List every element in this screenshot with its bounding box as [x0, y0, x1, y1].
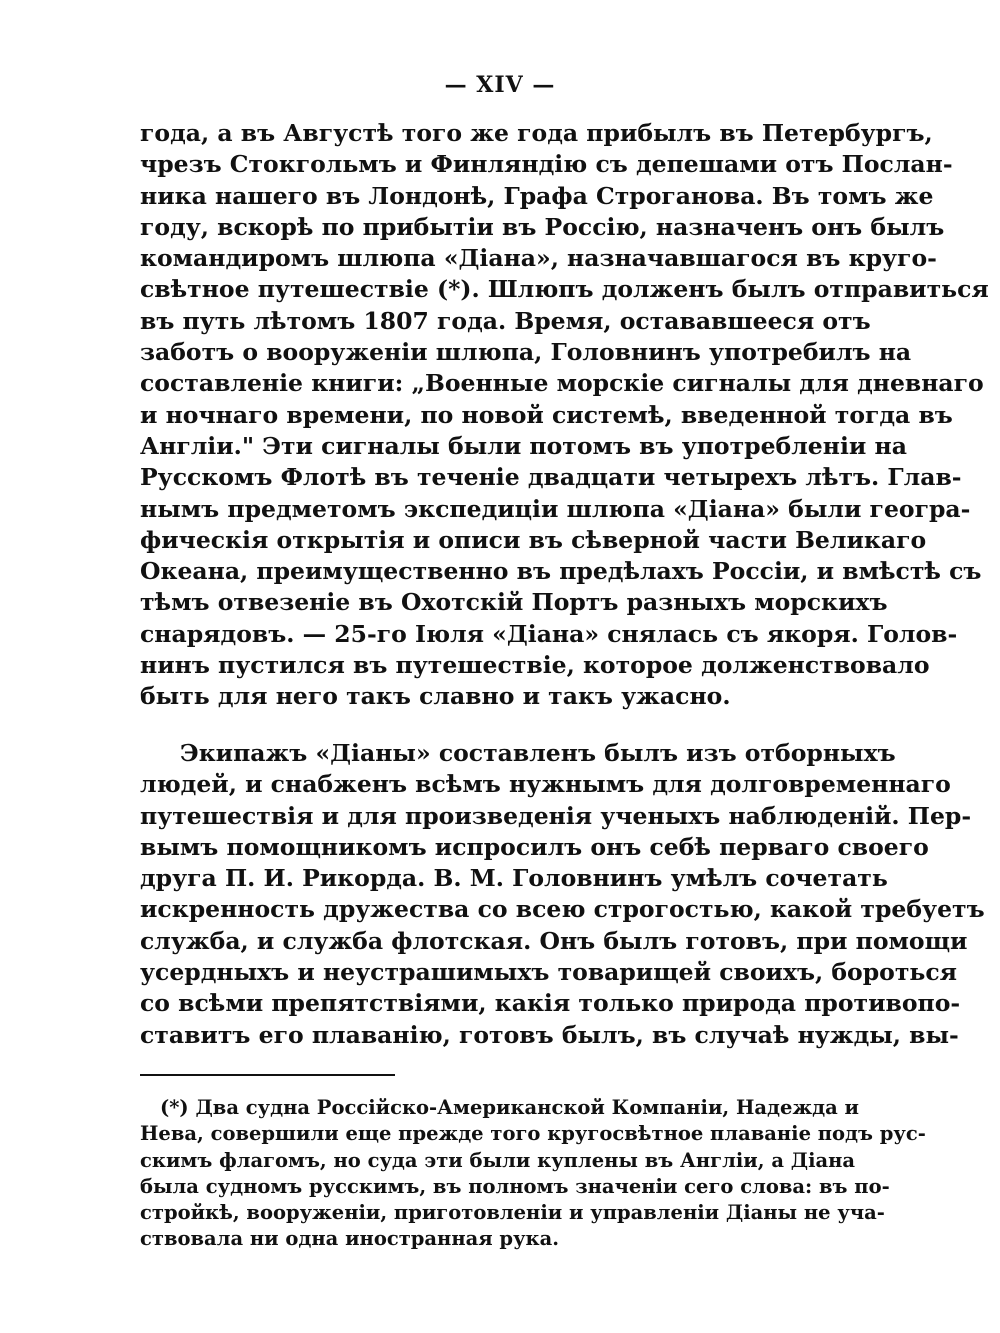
text-line: вымъ помощникомъ испросилъ онъ себѣ перваго своего [140, 832, 929, 861]
text-line: нымъ предметомъ экспедиціи шлюпа «Діана» были геогра- [140, 494, 971, 523]
text-line: людей, и снабженъ всѣмъ нужнымъ для долговременнаго [140, 770, 951, 799]
text-line: нинъ пустился въ путешествіе, которое долженствовало [140, 651, 930, 680]
footnote-line: была судномъ русскимъ, въ полномъ значеніи сего слова: въ по- [140, 1174, 890, 1198]
text-line: тѣмъ отвезеніе въ Охотскій Портъ разныхъ морскихъ [140, 588, 888, 617]
text-line: заботъ о вооруженіи шлюпа, Головнинъ употребилъ на [140, 338, 912, 367]
text-line: Англіи." Эти сигналы были потомъ въ употребленіи на [140, 431, 907, 460]
text-line: ника нашего въ Лондонѣ, Графа Строганова. Въ томъ же [140, 181, 934, 210]
text-line: года, а въ Августѣ того же года прибылъ въ Петербургъ, [140, 119, 933, 147]
text-line: въ путь лѣтомъ 1807 года. Время, остававшееся отъ [140, 306, 871, 335]
text-line: со всѣми препятствіями, какія только природа противопо- [140, 989, 961, 1018]
text-line: и ночнаго времени, по новой системѣ, введенной тогда въ [140, 400, 953, 429]
text-line: служба, и служба флотская. Онъ былъ готовъ, при помощи [140, 926, 968, 955]
text-line: снарядовъ. — 25-го Іюля «Діана» снялась съ якоря. Голов- [140, 619, 958, 648]
text-line: фическія открытія и описи въ сѣверной части Великаго [140, 525, 927, 554]
footnote-line: Нева, совершили еще прежде того кругосвѣтное плаваніе подъ рус- [140, 1122, 926, 1146]
text-line: ставитъ его плаванію, готовъ былъ, въ случаѣ нужды, вы- [140, 1020, 959, 1049]
text-line: году, вскорѣ по прибытіи въ Россію, назначенъ онъ былъ [140, 212, 945, 241]
text-line: Русскомъ Флотѣ въ теченіе двадцати четырехъ лѣтъ. Глав- [140, 463, 962, 492]
text-line: друга П. И. Рикорда. В. М. Головнинъ умѣлъ сочетать [140, 864, 888, 893]
text-line: чрезъ Стокгольмъ и Финляндію съ депешами отъ Послан- [140, 150, 953, 179]
text-line: быть для него такъ славно и такъ ужасно. [140, 682, 731, 711]
text-line: усердныхъ и неустрашимыхъ товарищей своихъ, бороться [140, 958, 958, 987]
footnote-line: стройкѣ, вооруженіи, приготовленіи и управленіи Діаны не уча- [140, 1201, 885, 1225]
text-line: Экипажъ «Діаны» составленъ былъ изъ отборныхъ [180, 739, 896, 767]
text-line: составленіе книги: „Военные морскіе сигналы для дневнаго [140, 369, 984, 398]
page-number: — XIV — [444, 72, 556, 98]
text-line: командиромъ шлюпа «Діана», назначавшагося въ круго- [140, 244, 937, 273]
paragraph-2 [140, 738, 985, 1051]
footnote-line: ствовала ни одна иностранная рука. [140, 1227, 560, 1251]
text-line: искренность дружества со всею строгостью, какой требуетъ [140, 895, 985, 924]
footnote-divider [140, 1074, 395, 1076]
footnote-line: скимъ флагомъ, но суда эти были куплены въ Англіи, а Діана [140, 1148, 856, 1172]
text-line: Океана, преимущественно въ предѣлахъ Россіи, и вмѣстѣ съ [140, 557, 982, 586]
paragraph-1 [140, 118, 989, 713]
footnote [140, 1095, 926, 1253]
text-line: путешествія и для произведенія ученыхъ наблюденій. Пер- [140, 801, 972, 830]
footnote-line: (*) Два судна Россійско-Американской Компаніи, Надежда и [160, 1096, 860, 1119]
text-line: свѣтное путешествіе (*). Шлюпъ долженъ былъ отправиться [140, 275, 989, 304]
